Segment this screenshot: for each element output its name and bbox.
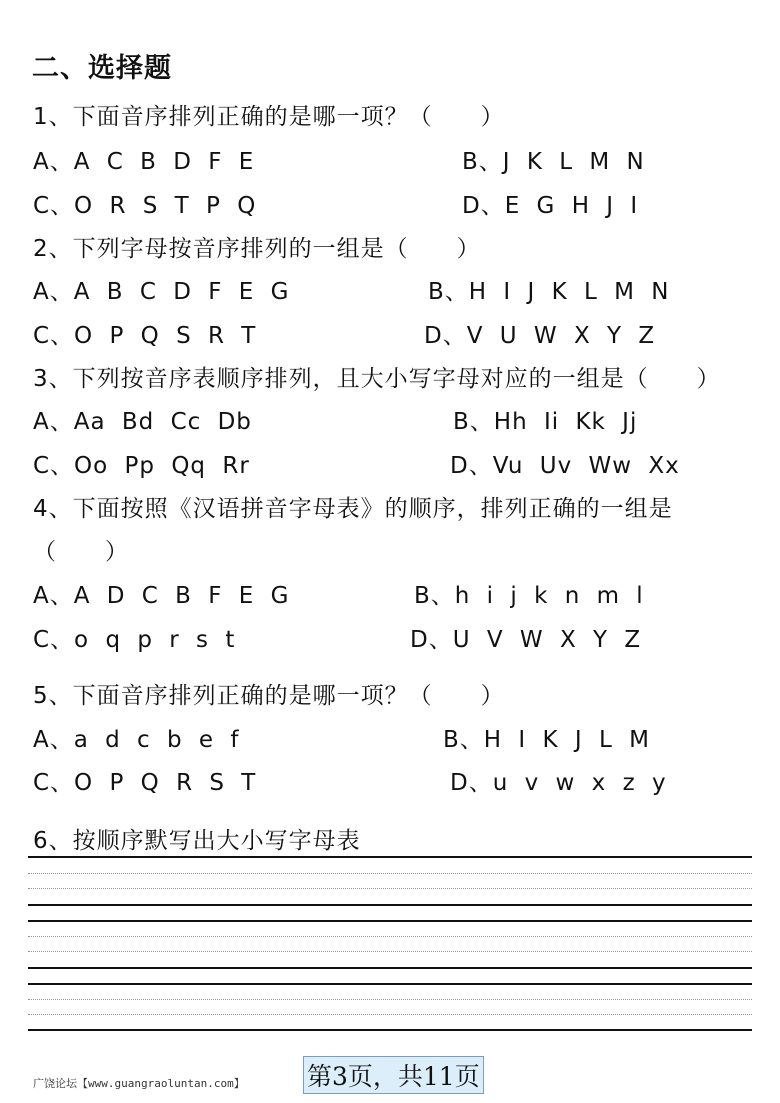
q1-option-a: A、A C B D F E xyxy=(33,149,255,175)
q1-option-c: C、O R S T P Q xyxy=(33,193,257,219)
question-5-text: 5、下面音序排列正确的是哪一项？（ ） xyxy=(33,683,505,709)
writing-line xyxy=(28,856,752,858)
q3-option-b: B、Hh Ii Kk Jj xyxy=(453,409,638,435)
q5-option-c: C、O P Q R S T xyxy=(33,770,257,796)
writing-line xyxy=(28,983,752,985)
question-2-text: 2、下列字母按音序排列的一组是（ ） xyxy=(33,236,481,262)
page-indicator: 第3页，共11页 xyxy=(303,1056,484,1094)
q1-option-d: D、E G H J I xyxy=(462,193,639,219)
question-3-text: 3、下列按音序表顺序排列，且大小写字母对应的一组是（ ） xyxy=(33,366,721,392)
q5-option-a: A、a d c b e f xyxy=(33,727,240,753)
writing-line xyxy=(28,904,752,906)
writing-line xyxy=(28,967,752,969)
q4-option-d: D、U V W X Y Z xyxy=(410,627,642,653)
writing-guide-line xyxy=(28,936,752,937)
q4-option-b: B、h i j k n m l xyxy=(414,583,644,609)
q2-option-d: D、V U W X Y Z xyxy=(424,323,656,349)
q2-option-c: C、O P Q S R T xyxy=(33,323,257,349)
q4-option-c: C、o q p r s t xyxy=(33,627,236,653)
question-1-text: 1、下面音序排列正确的是哪一项？（ ） xyxy=(33,104,505,130)
q3-option-c: C、Oo Pp Qq Rr xyxy=(33,453,250,479)
q5-option-b: B、H I K J L M xyxy=(443,727,650,753)
q4-option-a: A、A D C B F E G xyxy=(33,583,290,609)
q1-option-b: B、J K L M N xyxy=(462,149,645,175)
footer-source: 广饶论坛【www.guangraoluntan.com】 xyxy=(33,1077,245,1090)
question-6-text: 6、按顺序默写出大小写字母表 xyxy=(33,828,361,854)
q3-option-a: A、Aa Bd Cc Db xyxy=(33,409,252,435)
writing-guide-line xyxy=(28,999,752,1000)
question-4-text: 4、下面按照《汉语拼音字母表》的顺序，排列正确的一组是 xyxy=(33,496,673,522)
writing-guide-line xyxy=(28,888,752,889)
writing-guide-line xyxy=(28,951,752,952)
writing-line xyxy=(28,920,752,922)
writing-guide-line xyxy=(28,873,752,874)
q5-option-d: D、u v w x z y xyxy=(450,770,667,796)
writing-guide-line xyxy=(28,1014,752,1015)
q3-option-d: D、Vu Uv Ww Xx xyxy=(450,453,680,479)
question-4-answer-blank: （ ） xyxy=(33,539,129,565)
section-title: 二、选择题 xyxy=(32,53,172,84)
q2-option-b: B、H I J K L M N xyxy=(428,279,670,305)
q2-option-a: A、A B C D F E G xyxy=(33,279,290,305)
writing-line xyxy=(28,1029,752,1031)
